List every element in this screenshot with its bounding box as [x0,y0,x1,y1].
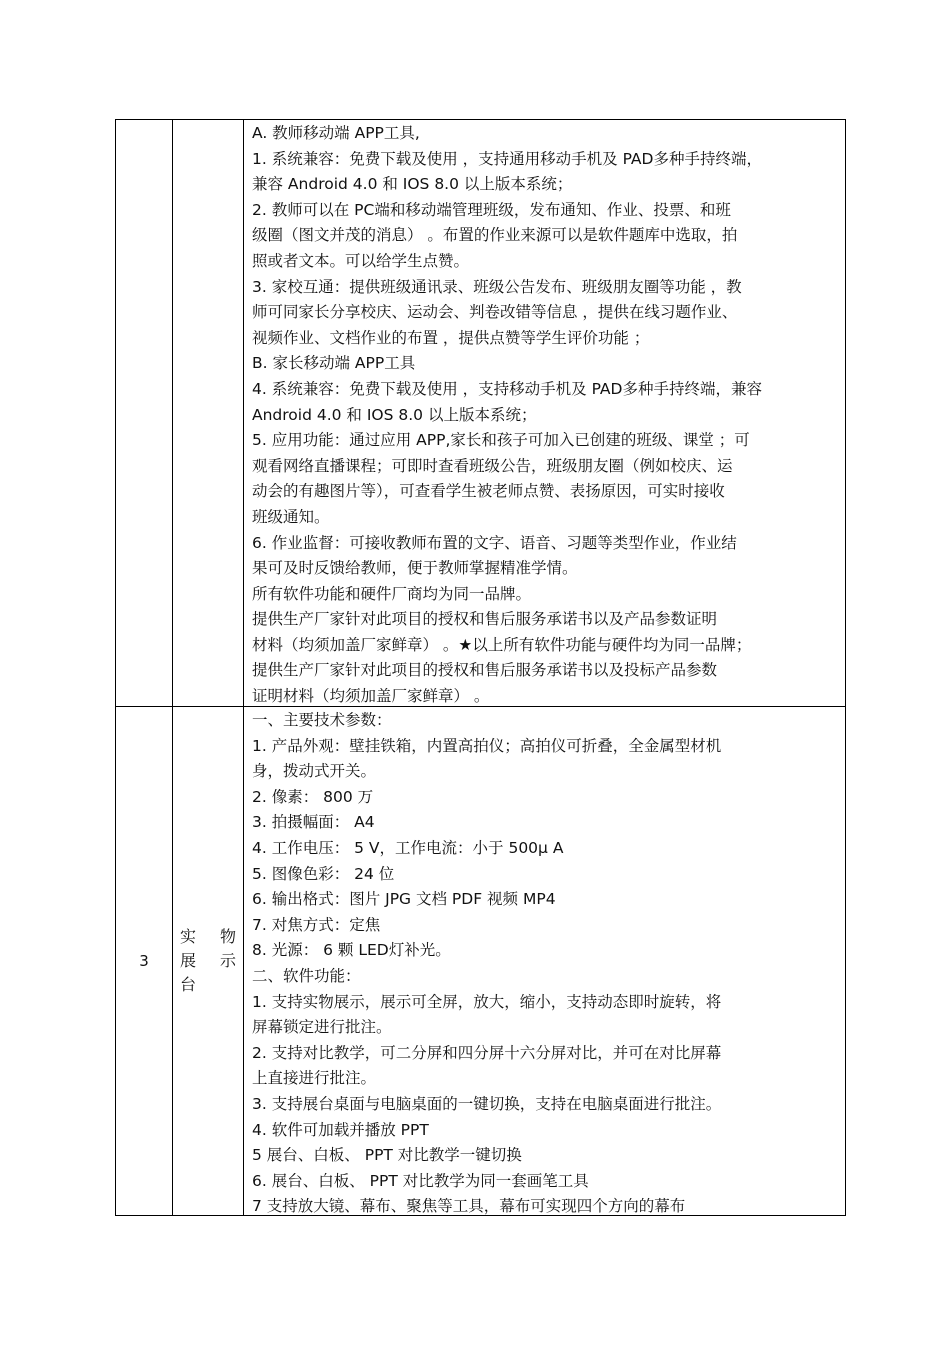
spec-line: 6. 输出格式：图片 JPG 文档 PDF 视频 MP4 [252,890,556,909]
item-name-char: 示 [219,951,236,970]
row-number-cell [116,120,173,706]
spec-line: 4. 系统兼容：免费下载及使用 ，支持移动手机及 PAD多种手持终端，兼容 [252,379,762,398]
spec-line: 屏幕锁定进行批注。 [252,1018,392,1037]
spec-line: 1. 系统兼容：免费下载及使用 ，支持通用移动手机及 PAD多种手持终端， [252,149,762,168]
table-row-continued [115,119,846,706]
spec-cell [244,707,845,1215]
spec-line: 5. 图像色彩： 24 位 [252,864,395,883]
spec-line: 证明材料（均须加盖厂家鲜章） 。 [252,687,490,706]
spec-line: 1. 产品外观：壁挂铁箱，内置高拍仪；高拍仪可折叠，全金属型材机 [252,736,722,755]
item-name-char: 实 [180,927,197,946]
spec-line: 视频作业、文档作业的布置 ，提供点赞等学生评价功能 ； [252,328,650,347]
spec-line: 材料（均须加盖厂家鲜章） 。★以上所有软件功能与硬件均为同一品牌； [252,635,752,654]
spec-line: 5 展台、白板、 PPT 对比教学一键切换 [252,1146,522,1165]
item-name-cell [173,120,244,706]
row-number: 3 [139,952,149,970]
table-row-item-3 [115,706,846,1216]
spec-line: A. 教师移动端 APP工具, [252,124,420,142]
spec-line: 4. 工作电压： 5 V，工作电流：小于 500μ A [252,838,564,857]
spec-line: 3. 拍摄幅面： A4 [252,813,375,832]
spec-line: 3. 支持展台桌面与电脑桌面的一键切换，支持在电脑桌面进行批注。 [252,1094,722,1113]
spec-line: 3. 家校互通：提供班级通讯录、班级公告发布、班级朋友圈等功能 ，教 [252,277,742,296]
spec-line: 5. 应用功能：通过应用 APP,家长和孩子可加入已创建的班级、课堂 ；可 [252,431,750,450]
spec-line: 提供生产厂家针对此项目的授权和售后服务承诺书以及投标产品参数 [252,661,718,680]
spec-line: 提供生产厂家针对此项目的授权和售后服务承诺书以及产品参数证明 [252,610,718,629]
spec-line: 照或者文本。可以给学生点赞。 [252,251,470,270]
spec-line: 师可同家长分享校庆、运动会、判卷改错等信息 ，提供在线习题作业、 [252,303,738,322]
spec-line: 上直接进行批注。 [252,1069,377,1088]
spec-line: 7. 对焦方式：定焦 [252,915,381,934]
spec-cell [244,120,845,706]
spec-line: 果可及时反馈给教师，便于教师掌握精准学情。 [252,559,578,578]
item-name-char: 台 [180,975,197,994]
item-name [180,925,236,997]
spec-line: 兼容 Android 4.0 和 IOS 8.0 以上版本系统； [252,175,573,194]
item-name-char: 展 [180,951,197,970]
spec-line: 一、主要技术参数： [252,711,392,729]
spec-line: 1. 支持实物展示，展示可全屏，放大，缩小，支持动态即时旋转，将 [252,992,722,1011]
spec-line: 6. 作业监督：可接收教师布置的文字、语音、习题等类型作业，作业结 [252,533,737,552]
spec-line: 级圈（图文并茂的消息） 。布置的作业来源可以是软件题库中选取，拍 [252,226,738,245]
spec-line: 6. 展台、白板、 PPT 对比教学为同一套画笔工具 [252,1171,589,1190]
item-name-cell [173,707,244,1215]
spec-line: 观看网络直播课程；可即时查看班级公告，班级朋友圈（例如校庆、运 [252,456,733,475]
spec-line: 7 支持放大镜、幕布、聚焦等工具，幕布可实现四个方向的幕布 [252,1197,686,1216]
spec-line: 班级通知。 [252,507,330,526]
spec-line: Android 4.0 和 IOS 8.0 以上版本系统； [252,405,537,424]
spec-line: 2. 像素： 800 万 [252,787,374,806]
spec-line: 二、软件功能： [252,966,361,985]
spec-line: 动会的有趣图片等），可查看学生被老师点赞、表扬原因，可实时接收 [252,482,725,501]
spec-line: 8. 光源： 6 颗 LED灯补光。 [252,941,451,960]
spec-line: B. 家长移动端 APP工具 [252,354,416,373]
item-name-char: 物 [219,927,236,946]
spec-line: 4. 软件可加载并播放 PPT [252,1120,429,1139]
spec-line: 2. 支持对比教学，可二分屏和四分屏十六分屏对比，并可在对比屏幕 [252,1043,722,1062]
spec-line: 身，拨动式开关。 [252,762,377,781]
row-number-cell [116,707,173,1215]
spec-line: 所有软件功能和硬件厂商均为同一品牌。 [252,584,532,603]
spec-table [115,119,846,1216]
spec-line: 2. 教师可以在 PC端和移动端管理班级，发布通知、作业、投票、和班 [252,200,731,219]
